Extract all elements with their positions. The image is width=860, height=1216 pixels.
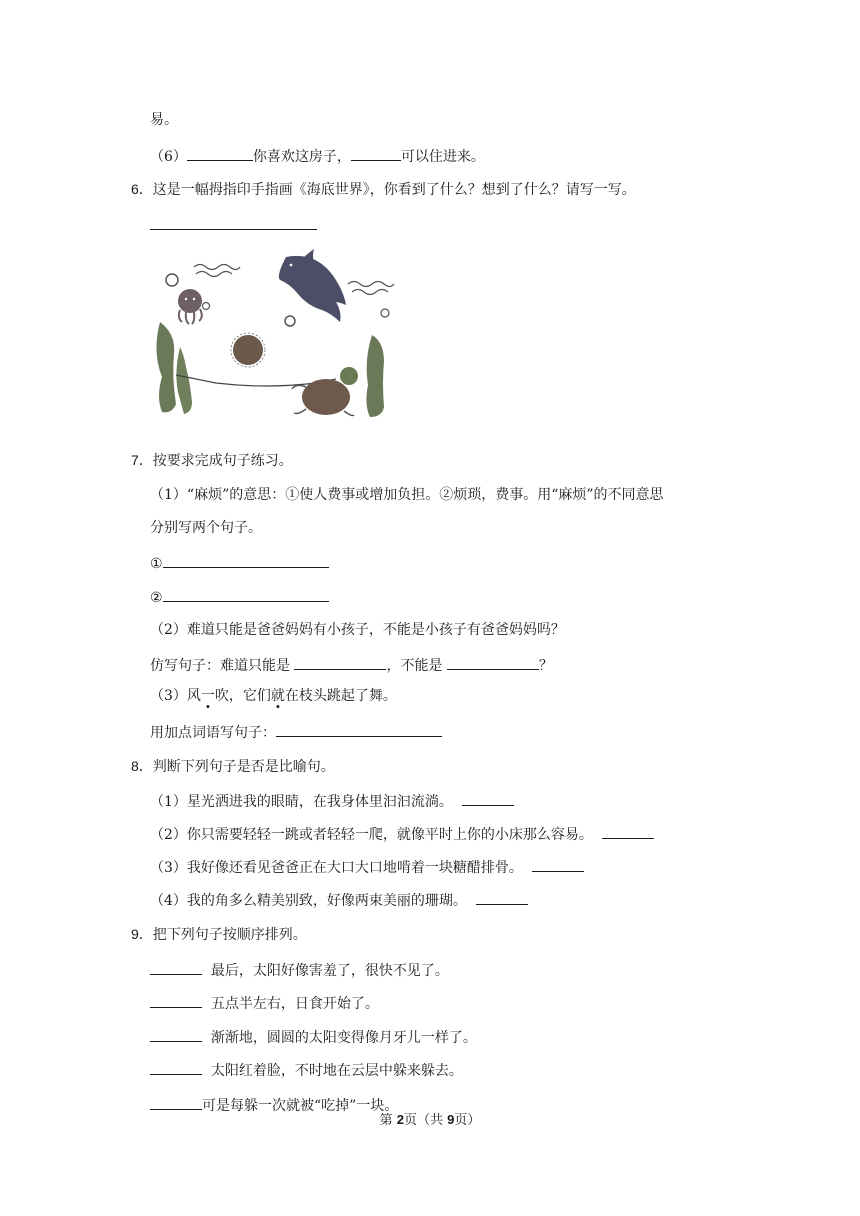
octopus-icon — [178, 289, 202, 324]
answer-blank[interactable] — [276, 721, 442, 737]
q9-title — [131, 924, 307, 945]
seaweed-right-icon — [366, 335, 384, 417]
q7-dotted-label: 用加点词语写句子： — [150, 725, 276, 741]
bubble-icon — [166, 274, 178, 286]
q8-title-text: 判断下列句子是否是比喻句。 — [152, 759, 335, 775]
q9-title-text: 把下列句子按顺序排列。 — [152, 927, 307, 943]
q6-text: 这是一幅拇指印手指画《海底世界》，你看到了什么？想到了什么？请写一写。 — [152, 182, 636, 198]
q8-number: 8． — [131, 758, 153, 774]
bubble-icon — [285, 316, 295, 326]
answer-blank[interactable] — [532, 856, 584, 872]
circled-1: ① — [150, 556, 163, 572]
q5-item6-num: （6） — [150, 149, 187, 165]
q5-item6-mid: 你喜欢这房子， — [252, 149, 351, 165]
q6-answer-blank[interactable] — [150, 214, 317, 230]
circled-2: ② — [150, 590, 163, 606]
sea-urchin-icon — [231, 333, 265, 367]
q8-item-text: （1）星光洒进我的眼睛，在我身体里汩汩流淌。 — [150, 794, 453, 810]
q7-dotted-sentence — [150, 721, 442, 743]
q9-item — [150, 1026, 477, 1048]
q7-part1-line1: （1）“麻烦”的意思：①使人费事或增加负担。②烦琐，费事。用“麻烦”的不同意思 — [150, 487, 664, 503]
q7-part2: （2）难道只能是爸爸妈妈有小孩子，不能是小孩子有爸爸妈妈吗？ — [150, 622, 565, 638]
answer-blank[interactable] — [476, 889, 528, 905]
q8-item-text: （4）我的角多么精美别致，好像两束美丽的珊瑚。 — [150, 893, 467, 909]
answer-blank[interactable] — [294, 654, 386, 670]
footer-post: 页） — [454, 1113, 481, 1128]
seaweed-left-icon — [156, 322, 192, 414]
wave-icon — [352, 290, 388, 295]
q7-imitate — [150, 654, 553, 676]
answer-blank[interactable] — [150, 959, 202, 975]
q8-item-text: （3）我好像还看见爸爸正在大口大口地啃着一块糖醋排骨。 — [150, 860, 523, 876]
turtle-icon — [292, 367, 358, 416]
q9-item-text: 可是每躲一次就被“吃掉”一块。 — [202, 1098, 399, 1114]
q8-item — [150, 823, 654, 845]
answer-blank[interactable] — [150, 992, 202, 1008]
dolphin-icon — [279, 249, 346, 322]
q7-imitate-mid: ，不能是 — [386, 658, 443, 674]
undersea-world-fingerprint-picture — [150, 247, 410, 422]
q9-item-text: 渐渐地，圆圆的太阳变得像月牙儿一样了。 — [210, 1030, 477, 1046]
page-total: 9 — [447, 1112, 455, 1127]
q5-tail: 易。 — [150, 112, 178, 128]
q7-sentence-2 — [150, 586, 329, 608]
q9-item-text: 五点半左右，日食开始了。 — [210, 996, 379, 1012]
dotted-char: 一 — [200, 688, 215, 704]
q7-part3-a: （3）风 — [150, 688, 201, 704]
dotted-char: 就 — [270, 688, 285, 704]
q7-part3 — [150, 686, 397, 706]
q7-part1-line2: 分别写两个句子。 — [150, 520, 262, 536]
page-number: 2 — [396, 1112, 404, 1127]
wave-icon — [196, 272, 232, 277]
q9-item-text: 太阳红着脸，不时地在云层中躲来躲去。 — [210, 1063, 463, 1079]
wave-icon — [348, 282, 394, 287]
answer-blank[interactable] — [447, 654, 539, 670]
q6-number: 6． — [131, 181, 153, 197]
q8-title — [131, 756, 335, 777]
q7-imitate-end: ？ — [538, 658, 553, 674]
q9-item — [150, 992, 379, 1014]
answer-blank[interactable] — [351, 145, 401, 161]
q5-item6-end: 可以住进来。 — [400, 149, 485, 165]
q9-item — [150, 1059, 463, 1081]
answer-blank[interactable] — [163, 552, 329, 568]
q6-prompt — [131, 179, 636, 200]
page-footer — [0, 1109, 860, 1128]
q7-part3-c: 在枝头跳起了舞。 — [284, 688, 397, 704]
q7-part3-b: 吹，它们 — [214, 688, 271, 704]
answer-blank[interactable] — [187, 145, 253, 161]
bubble-icon — [203, 303, 210, 310]
answer-blank[interactable] — [462, 790, 514, 806]
answer-blank[interactable] — [163, 586, 329, 602]
q8-item — [150, 856, 584, 878]
q7-title-text: 按要求完成句子练习。 — [152, 453, 293, 469]
q8-item — [150, 889, 528, 911]
answer-blank[interactable] — [602, 823, 654, 839]
q7-imitate-label: 仿写句子：难道只能是 — [150, 658, 290, 674]
wave-icon — [194, 265, 240, 270]
q9-number: 9． — [131, 926, 153, 942]
q8-item-text: （2）你只需要轻轻一跳或者轻轻一爬，就像平时上你的小床那么容易。 — [150, 827, 593, 843]
q5-item-6 — [150, 145, 485, 167]
q9-item-text: 最后，太阳好像害羞了，很快不见了。 — [210, 963, 449, 979]
footer-pre: 第 — [379, 1113, 397, 1128]
q9-item — [150, 959, 449, 981]
answer-blank[interactable] — [150, 1026, 202, 1042]
answer-blank[interactable] — [150, 1059, 202, 1075]
answer-blank[interactable] — [150, 1094, 202, 1110]
q7-number: 7． — [131, 452, 153, 468]
q8-item — [150, 790, 514, 812]
q7-title — [131, 450, 293, 471]
q7-sentence-1 — [150, 552, 329, 574]
footer-mid: 页（共 — [403, 1113, 448, 1128]
bubble-icon — [381, 309, 389, 317]
